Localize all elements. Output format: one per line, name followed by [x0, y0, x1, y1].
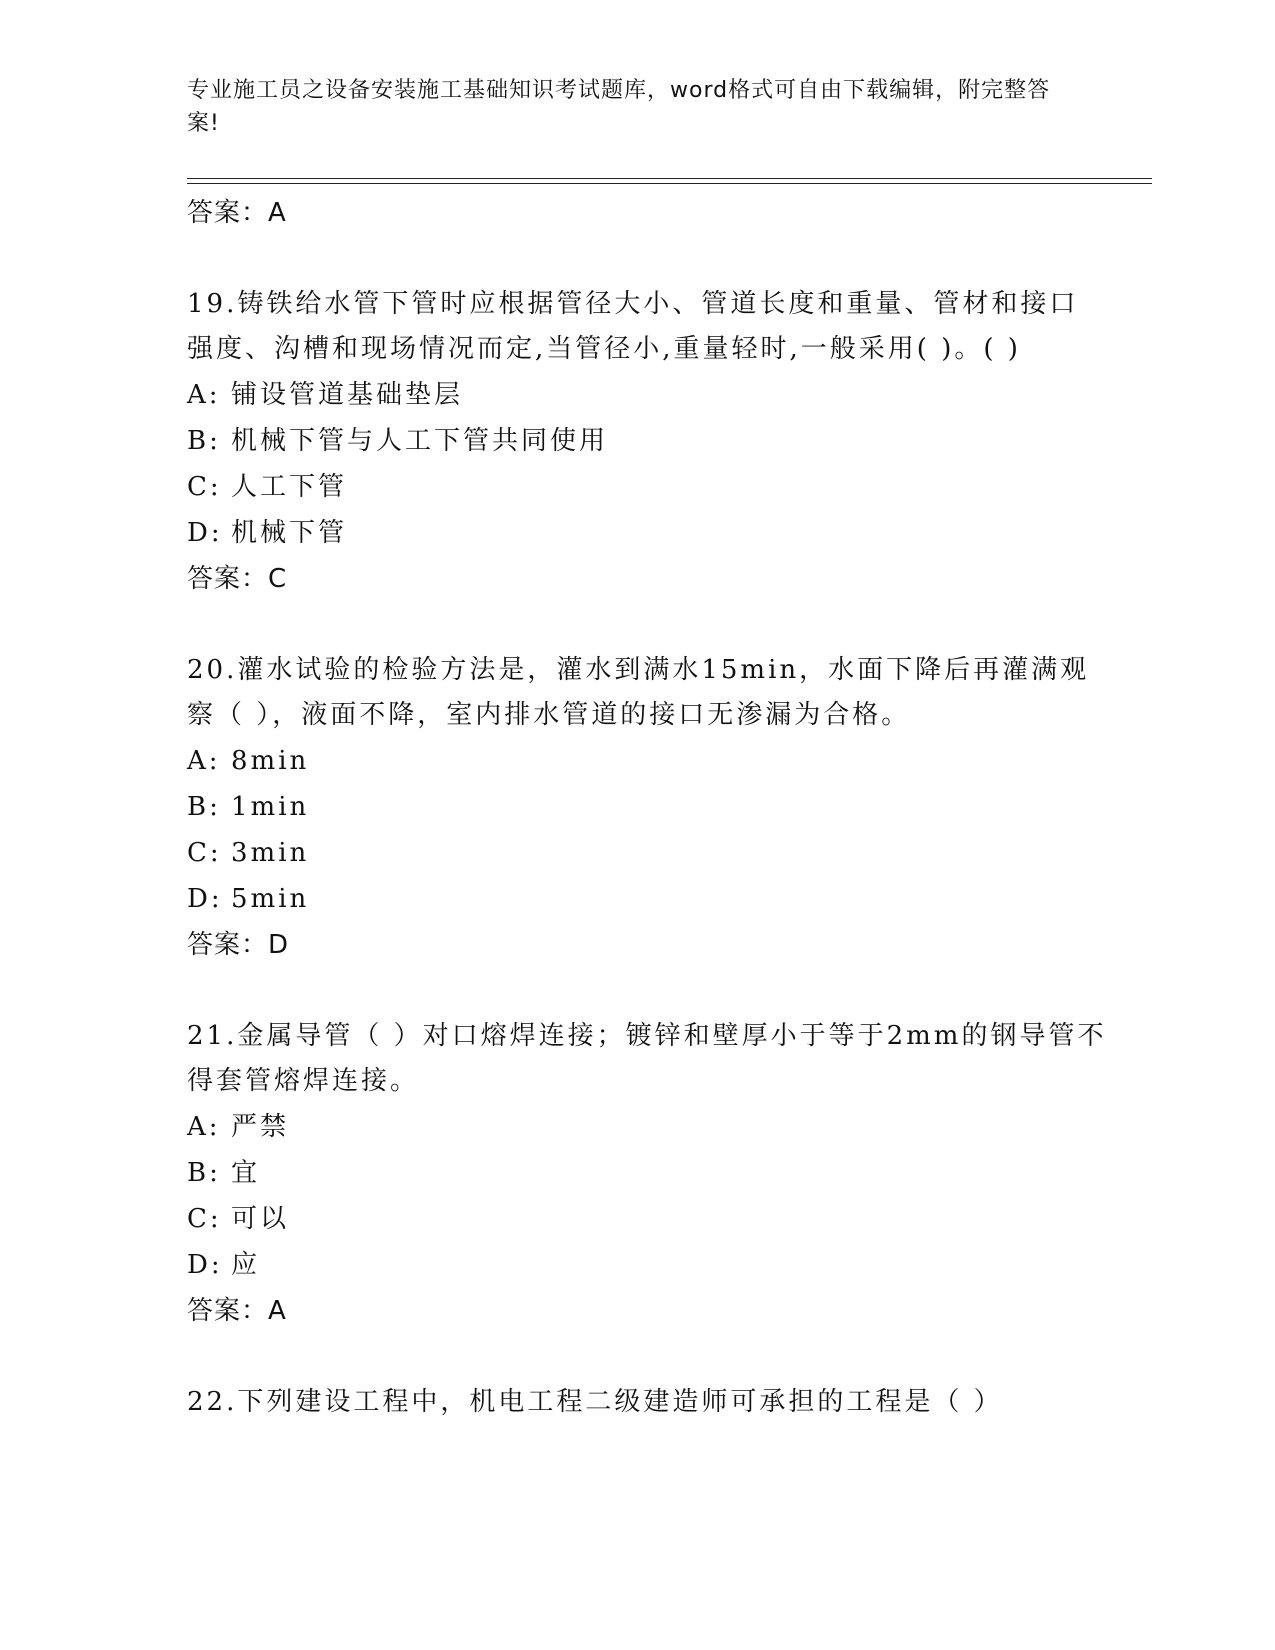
answer-line — [187, 922, 1107, 968]
question-text: 19.铸铁给水管下管时应根据管径大小、管道长度和重量、管材和接口强度、沟槽和现场情况而定,当管径小,重量轻时,一般采用( )。( ) — [187, 289, 1079, 364]
spacer — [187, 236, 1107, 282]
answer-value: D — [268, 930, 290, 960]
option-d — [187, 510, 1107, 556]
option-b — [187, 784, 1107, 830]
option-text: 机械下管与人工下管共同使用 — [231, 426, 609, 456]
option-text: 机械下管 — [231, 518, 348, 548]
option-text: 应 — [231, 1250, 261, 1280]
question-text: 21.金属导管（ ）对口熔焊连接；镀锌和壁厚小于等于2mm的钢导管不得套管熔焊连接。 — [187, 1021, 1107, 1096]
option-label: B: — [187, 1158, 221, 1188]
option-label: D: — [187, 518, 223, 548]
option-label: A: — [187, 380, 221, 410]
option-label: B: — [187, 792, 221, 822]
option-label: D: — [187, 1250, 223, 1280]
question-text: 20.灌水试验的检验方法是，灌水到满水15min，水面下降后再灌满观察（ ），液面不降，室内排水管道的接口无渗漏为合格。 — [187, 655, 1090, 730]
option-label: C: — [187, 838, 222, 868]
question-block — [187, 1014, 1107, 1334]
answer-label: 答案： — [187, 198, 269, 228]
spacer — [187, 968, 1107, 1014]
option-text: 8min — [231, 746, 310, 776]
header-rule-bottom — [187, 183, 1152, 184]
document-header: 专业施工员之设备安装施工基础知识考试题库，word格式可自由下载编辑，附完整答案! — [187, 78, 1051, 136]
answer-line — [187, 190, 1107, 236]
answer-value: A — [268, 198, 287, 228]
option-text: 铺设管道基础垫层 — [231, 380, 464, 410]
question-text: 22.下列建设工程中，机电工程二级建造师可承担的工程是（ ） — [187, 1387, 1003, 1417]
option-text: 可以 — [231, 1204, 290, 1234]
option-label: C: — [187, 1204, 222, 1234]
option-text: 3min — [231, 838, 310, 868]
header-rule-top — [187, 178, 1152, 179]
answer-label: 答案： — [187, 930, 269, 960]
answer-line — [187, 1288, 1107, 1334]
answer-label: 答案： — [187, 564, 269, 594]
answer-value: A — [268, 1296, 287, 1326]
question-list — [187, 190, 1107, 1425]
option-b — [187, 418, 1107, 464]
option-b — [187, 1150, 1107, 1196]
option-text: 严禁 — [231, 1112, 290, 1142]
spacer — [187, 602, 1107, 648]
option-a — [187, 1104, 1107, 1150]
question-block — [187, 1380, 1107, 1425]
answer-value: C — [268, 564, 288, 594]
option-d — [187, 876, 1107, 922]
option-text: 人工下管 — [231, 472, 348, 502]
option-label: C: — [187, 472, 222, 502]
option-label: A: — [187, 1112, 221, 1142]
option-a — [187, 738, 1107, 784]
option-text: 5min — [231, 884, 310, 914]
question-block — [187, 282, 1107, 602]
option-label: A: — [187, 746, 221, 776]
question-block — [187, 648, 1107, 968]
option-d — [187, 1242, 1107, 1288]
option-text: 宜 — [231, 1158, 261, 1188]
answer-line — [187, 556, 1107, 602]
option-label: D: — [187, 884, 223, 914]
option-c — [187, 830, 1107, 876]
answer-label: 答案： — [187, 1296, 269, 1326]
option-c — [187, 1196, 1107, 1242]
option-a — [187, 372, 1107, 418]
option-text: 1min — [231, 792, 310, 822]
option-c — [187, 464, 1107, 510]
option-label: B: — [187, 426, 221, 456]
spacer — [187, 1334, 1107, 1380]
